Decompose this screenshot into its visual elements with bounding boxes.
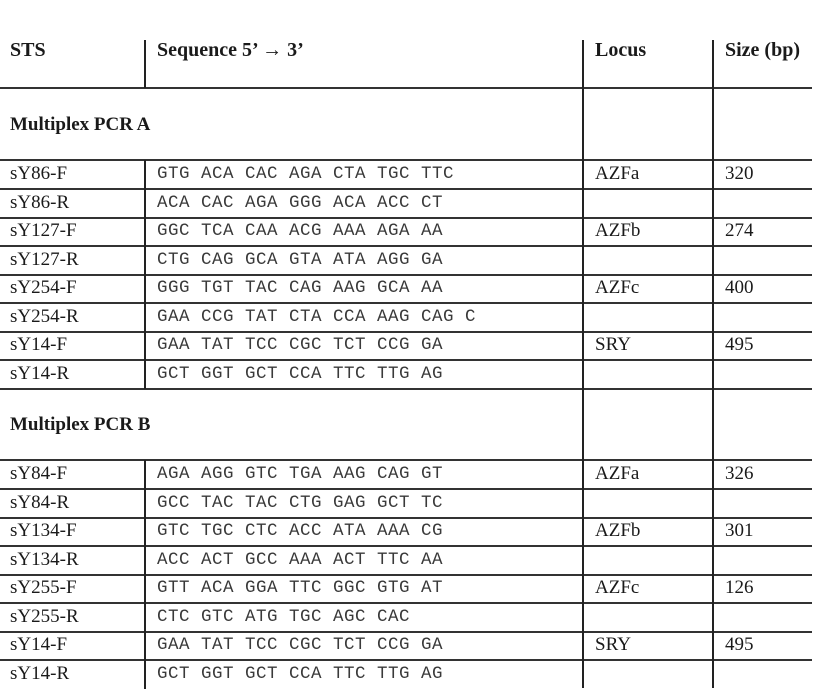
locus-cell: SRY xyxy=(595,634,631,655)
row-divider xyxy=(0,87,812,89)
column-divider xyxy=(712,40,714,688)
sequence-cell: GAA TAT TCC CGC TCT CCG GA xyxy=(157,335,444,355)
row-divider xyxy=(0,488,812,490)
section-title: Multiplex PCR A xyxy=(10,114,151,135)
row-divider xyxy=(0,302,812,304)
column-divider xyxy=(144,517,146,546)
column-divider xyxy=(144,546,146,575)
sts-cell: sY14-F xyxy=(10,634,68,655)
size-cell: 495 xyxy=(725,334,754,355)
header-sts: STS xyxy=(10,39,46,61)
sequence-cell: GAA CCG TAT CTA CCA AAG CAG C xyxy=(157,306,477,327)
sts-cell: sY254-F xyxy=(10,277,77,298)
header-locus: Locus xyxy=(595,39,647,61)
size-cell: 400 xyxy=(725,277,754,298)
sts-cell: sY14-R xyxy=(10,662,70,684)
row-divider xyxy=(0,274,812,276)
sts-cell: sY255-R xyxy=(10,605,79,627)
sts-cell: sY134-F xyxy=(10,520,77,541)
sts-cell: sY84-F xyxy=(10,463,68,484)
sts-cell: sY84-R xyxy=(10,491,70,513)
locus-cell: AZFa xyxy=(595,163,640,184)
sts-cell: sY134-R xyxy=(10,548,79,570)
sequence-cell: GCT GGT GCT CCA TTC TTG AG xyxy=(157,663,444,684)
table-row xyxy=(0,331,812,360)
size-cell: 320 xyxy=(725,163,754,184)
header-size: Size (bp) xyxy=(725,39,800,61)
sequence-cell: ACC ACT GCC AAA ACT TTC AA xyxy=(157,549,444,570)
sequence-cell: GGG TGT TAC CAG AAG GCA AA xyxy=(157,278,444,298)
sequence-cell: AGA AGG GTC TGA AAG CAG GT xyxy=(157,464,444,484)
table-row xyxy=(0,160,812,189)
row-divider xyxy=(0,659,812,661)
size-cell: 326 xyxy=(725,463,754,484)
table-row xyxy=(0,303,812,332)
row-divider xyxy=(0,245,812,247)
column-divider xyxy=(144,189,146,218)
column-divider xyxy=(144,246,146,275)
primer-table xyxy=(0,40,812,688)
column-divider xyxy=(144,460,146,489)
row-divider xyxy=(0,188,812,190)
sts-cell: sY255-F xyxy=(10,577,77,598)
row-divider xyxy=(0,602,812,604)
table-row xyxy=(0,574,812,603)
column-divider xyxy=(144,303,146,332)
table-row xyxy=(0,517,812,546)
table-row xyxy=(0,360,812,389)
column-divider xyxy=(144,360,146,389)
locus-cell: AZFc xyxy=(595,277,640,298)
locus-cell: AZFc xyxy=(595,577,640,598)
sts-cell: sY86-F xyxy=(10,163,68,184)
column-divider xyxy=(144,40,146,88)
table-row xyxy=(0,603,812,632)
row-divider xyxy=(0,217,812,219)
column-divider xyxy=(144,489,146,518)
column-divider xyxy=(144,660,146,689)
row-divider xyxy=(0,517,812,519)
table-row xyxy=(0,660,812,689)
locus-cell: AZFb xyxy=(595,520,641,541)
column-divider xyxy=(582,40,584,688)
column-divider xyxy=(144,160,146,189)
table-row xyxy=(0,631,812,660)
section-heading-row xyxy=(0,388,812,460)
section-heading-row xyxy=(0,88,812,160)
column-divider xyxy=(144,217,146,246)
locus-cell: SRY xyxy=(595,334,631,355)
sequence-cell: CTG CAG GCA GTA ATA AGG GA xyxy=(157,249,444,270)
table-row xyxy=(0,217,812,246)
sequence-cell: GCC TAC TAC CTG GAG GCT TC xyxy=(157,492,444,513)
sequence-cell: GAA TAT TCC CGC TCT CCG GA xyxy=(157,635,444,655)
table-row xyxy=(0,189,812,218)
size-cell: 126 xyxy=(725,577,754,598)
table-row xyxy=(0,460,812,489)
column-divider xyxy=(144,631,146,660)
column-divider xyxy=(144,603,146,632)
column-divider xyxy=(144,331,146,360)
column-divider xyxy=(144,274,146,303)
table-row xyxy=(0,246,812,275)
column-divider xyxy=(144,574,146,603)
row-divider xyxy=(0,545,812,547)
row-divider xyxy=(0,574,812,576)
section-title: Multiplex PCR B xyxy=(10,414,151,435)
sts-cell: sY86-R xyxy=(10,191,70,213)
sts-cell: sY14-R xyxy=(10,362,70,384)
header-sequence: Sequence 5’ → 3’ xyxy=(157,39,304,61)
sts-cell: sY14-F xyxy=(10,334,68,355)
sequence-cell: GTC TGC CTC ACC ATA AAA CG xyxy=(157,521,444,541)
sts-cell: sY127-R xyxy=(10,248,79,270)
table-row xyxy=(0,489,812,518)
size-cell: 495 xyxy=(725,634,754,655)
sequence-cell: GGC TCA CAA ACG AAA AGA AA xyxy=(157,221,444,241)
row-divider xyxy=(0,359,812,361)
sts-cell: sY127-F xyxy=(10,220,77,241)
sequence-cell: CTC GTC ATG TGC AGC CAC xyxy=(157,606,411,627)
table-row xyxy=(0,546,812,575)
size-cell: 301 xyxy=(725,520,754,541)
row-divider xyxy=(0,331,812,333)
sequence-cell: GCT GGT GCT CCA TTC TTG AG xyxy=(157,363,444,384)
table-row xyxy=(0,274,812,303)
locus-cell: AZFa xyxy=(595,463,640,484)
size-cell: 274 xyxy=(725,220,754,241)
locus-cell: AZFb xyxy=(595,220,641,241)
sequence-cell: GTG ACA CAC AGA CTA TGC TTC xyxy=(157,164,455,184)
table-header xyxy=(0,40,812,88)
row-divider xyxy=(0,159,812,161)
row-divider xyxy=(0,388,812,390)
sequence-cell: ACA CAC AGA GGG ACA ACC CT xyxy=(157,192,444,213)
sts-cell: sY254-R xyxy=(10,305,79,327)
row-divider xyxy=(0,631,812,633)
row-divider xyxy=(0,459,812,461)
sequence-cell: GTT ACA GGA TTC GGC GTG AT xyxy=(157,578,444,598)
